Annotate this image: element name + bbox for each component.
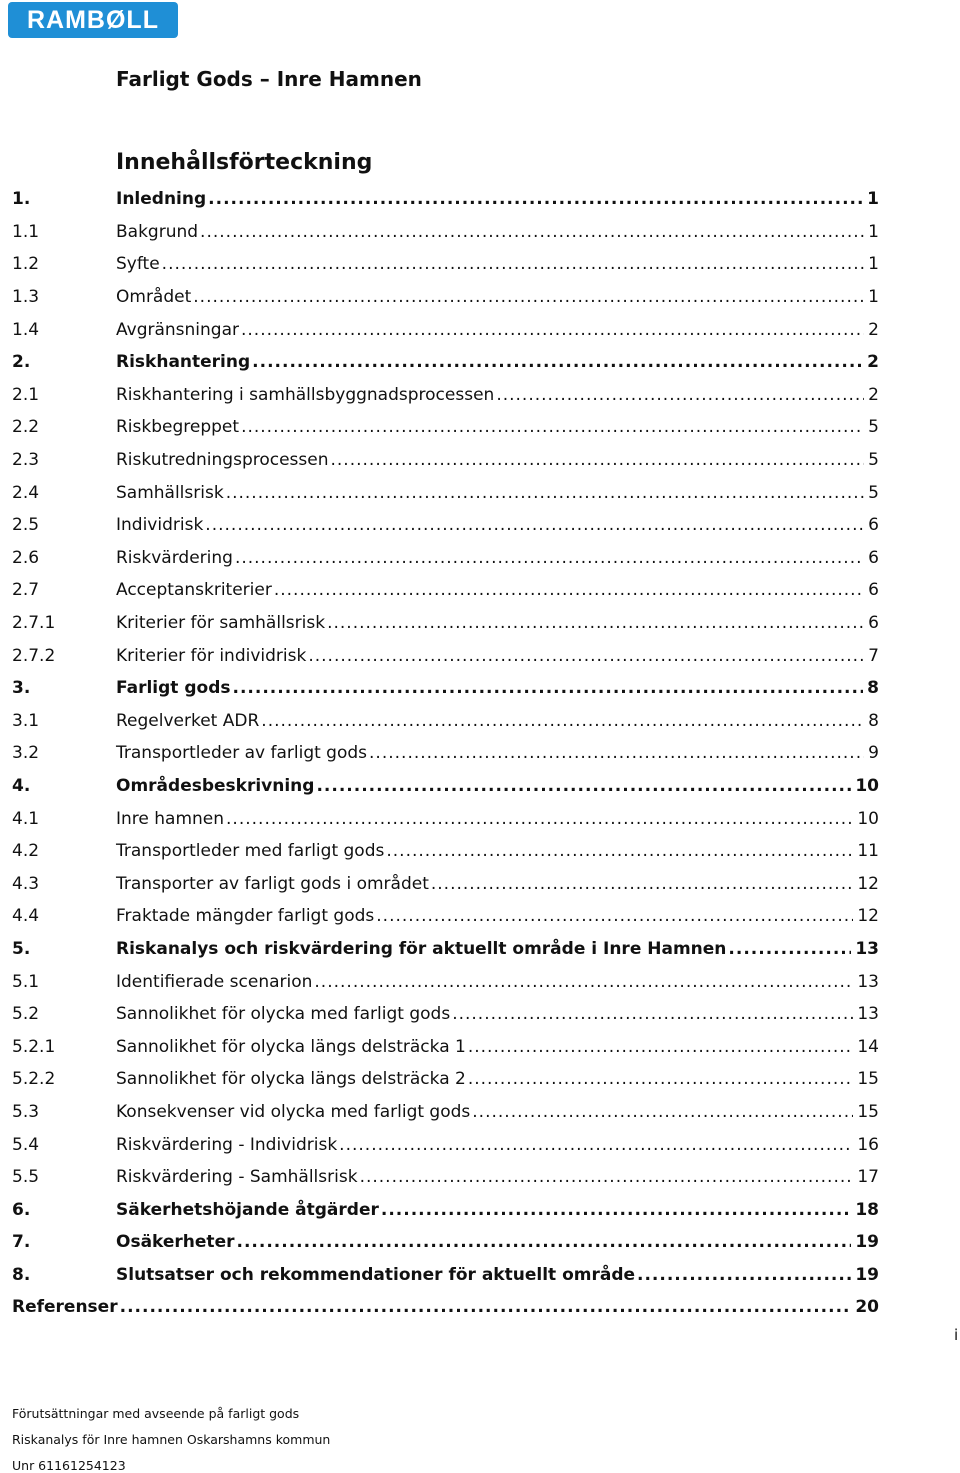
toc-entry-title: Identifierade scenarion: [116, 971, 313, 992]
toc-dot-leader: [369, 743, 864, 763]
toc-entry[interactable]: [12, 737, 879, 770]
toc-dot-leader: [226, 483, 864, 503]
toc-entry-page: 10: [855, 775, 879, 796]
toc-entry[interactable]: [12, 1161, 879, 1194]
toc-entry-page: 2: [867, 352, 879, 373]
toc-entry-page: 1: [868, 221, 879, 242]
toc-entry-number: 1.: [12, 189, 31, 210]
toc-entry-number: 2.7: [12, 580, 40, 601]
toc-heading: Innehållsförteckning: [116, 150, 373, 175]
toc-dot-leader: [728, 939, 851, 959]
toc-entry[interactable]: [12, 1096, 879, 1129]
toc-entry-page: 12: [857, 873, 879, 894]
toc-entry-page: 11: [857, 841, 879, 862]
toc-entry[interactable]: [12, 542, 879, 575]
page-number: i: [954, 1326, 959, 1344]
toc-entry-page: 20: [855, 1297, 879, 1318]
toc-entry-page: 17: [857, 1167, 879, 1188]
toc-entry-title: Referenser: [12, 1297, 118, 1318]
toc-entry-page: 2: [868, 384, 879, 405]
toc-entry-number: 2.2: [12, 417, 40, 438]
toc-entry-title: Farligt gods: [116, 678, 231, 699]
toc-entry-title: Riskvärdering - Samhällsrisk: [116, 1167, 358, 1188]
toc-entry-number: 6.: [12, 1199, 31, 1220]
toc-entry[interactable]: [12, 835, 879, 868]
toc-entry-title: Transporter av farligt gods i området: [116, 873, 429, 894]
toc-entry-page: 1: [867, 189, 879, 210]
toc-entry-number: 4.2: [12, 841, 40, 862]
toc-entry[interactable]: [12, 444, 879, 477]
toc-dot-leader: [252, 352, 863, 372]
toc-entry-page: 6: [868, 547, 879, 568]
toc-entry-page: 12: [857, 906, 879, 927]
toc-entry[interactable]: [12, 1259, 879, 1292]
toc-entry[interactable]: [12, 1193, 879, 1226]
toc-dot-leader: [381, 1200, 851, 1220]
toc-entry-number: 2.4: [12, 482, 40, 503]
toc-dot-leader: [496, 385, 864, 405]
toc-dot-leader: [241, 417, 864, 437]
toc-dot-leader: [637, 1265, 851, 1285]
toc-entry-page: 15: [857, 1069, 879, 1090]
toc-entry-page: 16: [857, 1134, 879, 1155]
toc-entry[interactable]: [12, 379, 879, 412]
toc-entry[interactable]: [12, 1063, 879, 1096]
toc-entry-title: Samhällsrisk: [116, 482, 224, 503]
ramboll-logo: RAMBØLL: [8, 2, 178, 38]
toc-entry-title: Riskvärdering: [116, 547, 233, 568]
toc-entry-page: 18: [855, 1199, 879, 1220]
toc-entry-number: 5.1: [12, 971, 40, 992]
toc-entry[interactable]: [12, 1226, 879, 1259]
toc-entry-page: 13: [857, 971, 879, 992]
toc-dot-leader: [386, 841, 853, 861]
toc-entry-page: 7: [868, 645, 879, 666]
toc-entry-title: Riskbegreppet: [116, 417, 240, 438]
toc-entry-number: 2.: [12, 352, 31, 373]
toc-entry-title: Inre hamnen: [116, 808, 225, 829]
toc-entry-title: Slutsatser och rekommendationer för aktuellt område: [116, 1264, 636, 1285]
toc-entry-title: Sannolikhet för olycka med farligt gods: [116, 1004, 451, 1025]
document-title: Farligt Gods – Inre Hamnen: [116, 67, 422, 91]
toc-entry-title: Individrisk: [116, 515, 204, 536]
toc-entry-title: Konsekvenser vid olycka med farligt gods: [116, 1101, 471, 1122]
footer-line-2: Riskanalys för Inre hamnen Oskarshamns kommun: [12, 1432, 331, 1447]
toc-dot-leader: [261, 711, 864, 731]
toc-entry[interactable]: [12, 705, 879, 738]
toc-entry[interactable]: [12, 281, 879, 314]
toc-entry-title: Sannolikhet för olycka längs delsträcka 1: [116, 1036, 466, 1057]
toc-entry-number: 1.2: [12, 254, 40, 275]
toc-dot-leader: [331, 450, 865, 470]
toc-entry-page: 15: [857, 1101, 879, 1122]
toc-entry[interactable]: [12, 183, 879, 216]
toc-entry-number: 1.1: [12, 221, 40, 242]
toc-entry-page: 19: [855, 1264, 879, 1285]
toc-dot-leader: [308, 646, 864, 666]
toc-entry-number: 2.3: [12, 450, 40, 471]
toc-entry-page: 1: [868, 254, 879, 275]
toc-entry-number: 2.7.2: [12, 645, 56, 666]
toc-entry-number: 4.3: [12, 873, 40, 894]
toc-entry[interactable]: [12, 672, 879, 705]
toc-dot-leader: [468, 1037, 854, 1057]
toc-dot-leader: [316, 776, 851, 796]
toc-entry[interactable]: [12, 411, 879, 444]
toc-entry-title: Osäkerheter: [116, 1232, 235, 1253]
toc-entry-title: Kriterier för individrisk: [116, 645, 307, 666]
toc-entry-title: Fraktade mängder farligt gods: [116, 906, 375, 927]
toc-entry-number: 4.: [12, 775, 31, 796]
toc-entry-page: 1: [868, 287, 879, 308]
toc-entry-title: Syfte: [116, 254, 160, 275]
toc-dot-leader: [200, 222, 864, 242]
toc-dot-leader: [452, 1004, 853, 1024]
toc-entry[interactable]: [12, 607, 879, 640]
toc-dot-leader: [472, 1102, 853, 1122]
toc-entry-title: Riskvärdering - Individrisk: [116, 1134, 338, 1155]
toc-entry-page: 9: [868, 743, 879, 764]
toc-entry-page: 10: [857, 808, 879, 829]
toc-entry-page: 14: [857, 1036, 879, 1057]
toc-dot-leader: [376, 906, 853, 926]
toc-entry-title: Kriterier för samhällsrisk: [116, 613, 326, 634]
toc-entry-title: Området: [116, 287, 192, 308]
toc-dot-leader: [236, 1232, 851, 1252]
toc-dot-leader: [431, 874, 854, 894]
toc-dot-leader: [468, 1069, 854, 1089]
toc-entry-title: Riskhantering i samhällsbyggnadsprocessen: [116, 384, 495, 405]
toc-entry-title: Transportleder med farligt gods: [116, 841, 385, 862]
toc-entry-title: Områdesbeskrivning: [116, 775, 315, 796]
toc-entry-page: 6: [868, 580, 879, 601]
toc-entry-page: 13: [857, 1004, 879, 1025]
toc-entry-title: Inledning: [116, 189, 207, 210]
table-of-contents: [12, 183, 879, 1324]
toc-entry[interactable]: [12, 346, 879, 379]
toc-entry-number: 2.1: [12, 384, 40, 405]
toc-entry-number: 4.1: [12, 808, 40, 829]
toc-dot-leader: [193, 287, 864, 307]
toc-dot-leader: [226, 809, 853, 829]
toc-entry-title: Avgränsningar: [116, 319, 239, 340]
toc-entry-number: 5.2.1: [12, 1036, 56, 1057]
toc-entry[interactable]: [12, 313, 879, 346]
toc-entry-number: 8.: [12, 1264, 31, 1285]
toc-entry[interactable]: [12, 900, 879, 933]
toc-entry[interactable]: [12, 639, 879, 672]
toc-entry[interactable]: [12, 867, 879, 900]
toc-entry[interactable]: [12, 476, 879, 509]
toc-entry-title: Sannolikhet för olycka längs delsträcka 2: [116, 1069, 466, 1090]
toc-entry[interactable]: [12, 216, 879, 249]
toc-entry-number: 3.2: [12, 743, 40, 764]
toc-entry-number: 5.: [12, 938, 31, 959]
toc-entry[interactable]: [12, 965, 879, 998]
toc-entry-title: Regelverket ADR: [116, 710, 260, 731]
footer-line-1: Förutsättningar med avseende på farligt gods: [12, 1406, 300, 1421]
toc-dot-leader: [205, 515, 864, 535]
toc-dot-leader: [314, 972, 853, 992]
toc-entry-number: 3.: [12, 678, 31, 699]
toc-dot-leader: [208, 189, 863, 209]
toc-entry-page: 5: [868, 417, 879, 438]
toc-entry[interactable]: [12, 933, 879, 966]
toc-entry[interactable]: [12, 1128, 879, 1161]
toc-entry-page: 8: [867, 678, 879, 699]
toc-entry-page: 6: [868, 613, 879, 634]
toc-dot-leader: [327, 613, 864, 633]
toc-dot-leader: [360, 1167, 854, 1187]
footer-line-3: Unr 61161254123: [12, 1458, 126, 1473]
toc-dot-leader: [235, 548, 864, 568]
toc-entry-page: 8: [868, 710, 879, 731]
toc-entry-title: Bakgrund: [116, 221, 199, 242]
toc-entry-number: 2.6: [12, 547, 40, 568]
toc-entry[interactable]: [12, 1030, 879, 1063]
toc-entry-page: 13: [855, 938, 879, 959]
toc-entry-number: 5.4: [12, 1134, 40, 1155]
toc-entry[interactable]: [12, 574, 879, 607]
toc-entry-number: 5.2.2: [12, 1069, 56, 1090]
toc-dot-leader: [339, 1135, 853, 1155]
toc-entry-number: 5.3: [12, 1101, 40, 1122]
toc-entry[interactable]: [12, 1291, 879, 1324]
toc-entry-title: Säkerhetshöjande åtgärder: [116, 1199, 379, 1220]
toc-entry[interactable]: [12, 802, 879, 835]
toc-entry-title: Acceptanskriterier: [116, 580, 272, 601]
toc-entry[interactable]: [12, 509, 879, 542]
toc-entry[interactable]: [12, 248, 879, 281]
toc-dot-leader: [162, 254, 865, 274]
toc-dot-leader: [120, 1297, 852, 1317]
toc-dot-leader: [232, 678, 863, 698]
toc-entry-number: 1.4: [12, 319, 40, 340]
toc-entry-title: Riskanalys och riskvärdering för aktuellt område i Inre Hamnen: [116, 938, 727, 959]
toc-entry-page: 5: [868, 450, 879, 471]
toc-entry-number: 2.5: [12, 515, 40, 536]
toc-entry-number: 5.2: [12, 1004, 40, 1025]
toc-entry-number: 4.4: [12, 906, 40, 927]
toc-entry-number: 1.3: [12, 287, 40, 308]
toc-entry-page: 5: [868, 482, 879, 503]
toc-entry-title: Transportleder av farligt gods: [116, 743, 368, 764]
toc-entry-title: Riskhantering: [116, 352, 251, 373]
toc-entry-number: 3.1: [12, 710, 40, 731]
toc-entry-page: 2: [868, 319, 879, 340]
toc-entry-number: 5.5: [12, 1167, 40, 1188]
toc-entry-title: Riskutredningsprocessen: [116, 450, 329, 471]
toc-entry[interactable]: [12, 770, 879, 803]
toc-dot-leader: [241, 320, 864, 340]
toc-entry-page: 19: [855, 1232, 879, 1253]
toc-entry-page: 6: [868, 515, 879, 536]
toc-entry[interactable]: [12, 998, 879, 1031]
toc-dot-leader: [274, 580, 864, 600]
toc-entry-number: 7.: [12, 1232, 31, 1253]
toc-entry-number: 2.7.1: [12, 613, 56, 634]
